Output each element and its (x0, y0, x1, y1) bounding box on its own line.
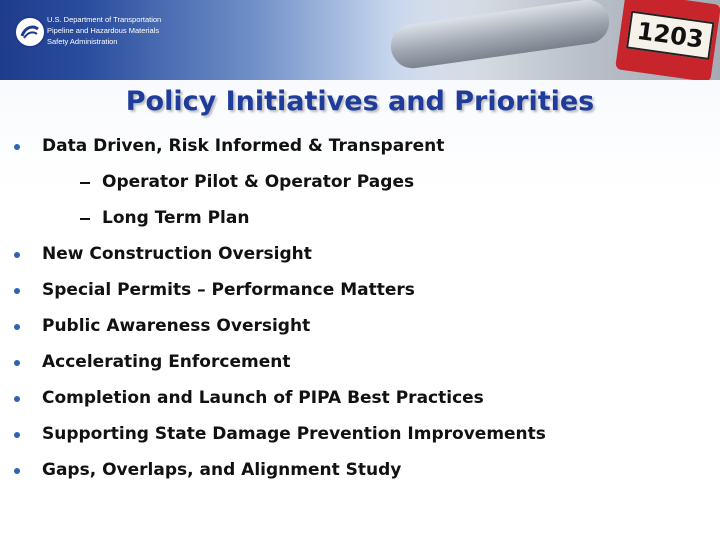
list-item (42, 316, 310, 336)
list-item-text: Data Driven, Risk Informed & Transparent (42, 136, 445, 156)
slide-title: Policy Initiatives and Priorities (125, 86, 595, 117)
list-item (42, 136, 444, 156)
bullet-icon (14, 288, 20, 294)
sub-list-item (102, 172, 414, 192)
sub-list-item-text: Operator Pilot & Operator Pages (102, 172, 415, 192)
bullet-icon (14, 324, 20, 330)
pipe-image (388, 0, 612, 71)
list-item (42, 352, 290, 372)
sub-list-item-text: Long Term Plan (102, 208, 250, 228)
agency-name (47, 14, 161, 47)
list-item (42, 460, 401, 480)
bullet-icon (14, 360, 20, 366)
bullet-icon (14, 144, 20, 150)
pipeline-photo (390, 0, 720, 80)
agency-line-3: Safety Administration (47, 37, 118, 46)
list-item-text: Supporting State Damage Prevention Improvements (42, 424, 546, 444)
list-item-text: Accelerating Enforcement (42, 352, 291, 372)
list-item (42, 388, 484, 408)
bullet-icon (14, 432, 20, 438)
sub-list-item (102, 208, 249, 228)
placard-number: 1203 (626, 11, 714, 60)
list-item (42, 280, 415, 300)
dot-logo-icon (14, 16, 46, 48)
bullet-icon (14, 468, 20, 474)
agency-line-1: U.S. Department of Transportation (47, 15, 162, 24)
list-item-text: Gaps, Overlaps, and Alignment Study (42, 460, 402, 480)
list-item-text: Public Awareness Oversight (42, 316, 311, 336)
list-item (42, 244, 312, 264)
bullet-icon (14, 396, 20, 402)
list-item (42, 424, 546, 444)
header-banner (0, 0, 720, 80)
dash-icon (80, 182, 90, 184)
hazmat-placard (615, 0, 720, 80)
list-item-text: New Construction Oversight (42, 244, 312, 264)
list-item-text: Completion and Launch of PIPA Best Practices (42, 388, 484, 408)
list-item-text: Special Permits – Performance Matters (42, 280, 415, 300)
dash-icon (80, 218, 90, 220)
agency-line-2: Pipeline and Hazardous Materials (47, 26, 160, 35)
bullet-icon (14, 252, 20, 258)
